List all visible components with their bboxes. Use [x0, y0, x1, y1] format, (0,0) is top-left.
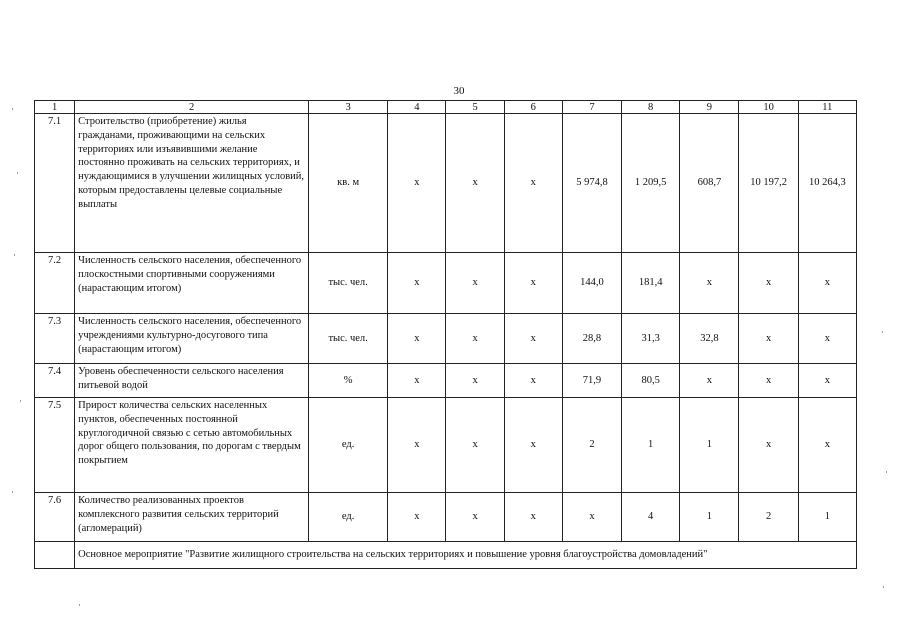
value-cell: 1	[680, 493, 739, 542]
header-cell: 8	[622, 101, 680, 114]
table-row	[35, 253, 857, 314]
value-cell: x	[798, 314, 856, 364]
value-cell: 10 264,3	[798, 114, 856, 253]
value-cell: 31,3	[622, 314, 680, 364]
row-number: 7.6	[35, 493, 75, 542]
unit-cell: %	[308, 364, 387, 398]
table-row	[35, 398, 857, 493]
scan-mark	[886, 471, 887, 473]
value-cell: 80,5	[622, 364, 680, 398]
header-cell: 7	[562, 101, 621, 114]
value-cell: x	[504, 364, 562, 398]
unit-cell: тыс. чел.	[308, 314, 387, 364]
value-cell: 1	[798, 493, 856, 542]
value-cell: x	[739, 364, 798, 398]
table-row	[35, 314, 857, 364]
value-cell: x	[798, 253, 856, 314]
value-cell: x	[798, 398, 856, 493]
value-cell: x	[446, 314, 504, 364]
value-cell: x	[504, 493, 562, 542]
scan-mark	[20, 400, 21, 402]
value-cell: 28,8	[562, 314, 621, 364]
table-row	[35, 493, 857, 542]
table-row	[35, 364, 857, 398]
value-cell: x	[446, 364, 504, 398]
value-cell: 5 974,8	[562, 114, 621, 253]
indicator-name: Численность сельского населения, обеспеченного учреждениями культурно-досугового типа (нарастающим итогом)	[75, 314, 309, 364]
row-number: 7.4	[35, 364, 75, 398]
header-cell: 3	[308, 101, 387, 114]
value-cell: x	[504, 114, 562, 253]
value-cell: x	[388, 314, 446, 364]
value-cell: x	[446, 398, 504, 493]
value-cell: 10 197,2	[739, 114, 798, 253]
unit-cell: ед.	[308, 493, 387, 542]
value-cell: 2	[562, 398, 621, 493]
value-cell: x	[504, 314, 562, 364]
value-cell: x	[798, 364, 856, 398]
indicator-name: Строительство (приобретение) жилья гражданами, проживающими на сельских территориях или изъявившими желание постоянно проживать на сельских территориях, и нуждающимися в улучшении жилищных условий, которым предоставлены целевые социальные выплаты	[75, 114, 309, 253]
value-cell: 1 209,5	[622, 114, 680, 253]
value-cell: x	[739, 253, 798, 314]
unit-cell: ед.	[308, 398, 387, 493]
header-cell: 1	[35, 101, 75, 114]
value-cell: 2	[739, 493, 798, 542]
value-cell: x	[388, 493, 446, 542]
value-cell: 1	[622, 398, 680, 493]
value-cell: x	[446, 114, 504, 253]
header-cell: 5	[446, 101, 504, 114]
value-cell: x	[388, 364, 446, 398]
indicator-name: Прирост количества сельских населенных пунктов, обеспеченных постоянной круглогодичной связью с сетью автомобильных дорог общего пользования, по дорогам с твердым покрытием	[75, 398, 309, 493]
scan-mark	[12, 491, 13, 493]
section-row	[35, 542, 857, 569]
value-cell: x	[504, 398, 562, 493]
value-cell: 181,4	[622, 253, 680, 314]
row-number	[35, 542, 75, 569]
value-cell: x	[446, 253, 504, 314]
value-cell: x	[680, 364, 739, 398]
unit-cell: тыс. чел.	[308, 253, 387, 314]
header-cell: 6	[504, 101, 562, 114]
header-row	[35, 101, 857, 114]
page-number: 30	[453, 85, 465, 97]
value-cell: x	[504, 253, 562, 314]
scan-mark	[882, 331, 883, 333]
value-cell: x	[739, 314, 798, 364]
unit-cell: кв. м	[308, 114, 387, 253]
value-cell: 1	[680, 398, 739, 493]
value-cell: x	[680, 253, 739, 314]
indicators-table	[34, 100, 857, 569]
scan-mark	[883, 586, 884, 588]
header-cell: 9	[680, 101, 739, 114]
value-cell: x	[739, 398, 798, 493]
value-cell: x	[388, 253, 446, 314]
header-cell: 10	[739, 101, 798, 114]
row-number: 7.2	[35, 253, 75, 314]
scan-mark	[14, 254, 15, 256]
scan-mark	[79, 604, 80, 606]
value-cell: x	[388, 398, 446, 493]
value-cell: 32,8	[680, 314, 739, 364]
value-cell: x	[446, 493, 504, 542]
table-row	[35, 114, 857, 253]
row-number: 7.5	[35, 398, 75, 493]
value-cell: x	[388, 114, 446, 253]
value-cell: 4	[622, 493, 680, 542]
scan-mark	[17, 172, 18, 174]
indicator-name: Численность сельского населения, обеспеченного плоскостными спортивными сооружениями (нарастающим итогом)	[75, 253, 309, 314]
section-title: Основное мероприятие "Развитие жилищного строительства на сельских территориях и повышение уровня благоустройства домовладений"	[75, 542, 857, 569]
scan-mark	[12, 108, 13, 110]
value-cell: x	[562, 493, 621, 542]
header-cell: 2	[75, 101, 309, 114]
header-cell: 4	[388, 101, 446, 114]
value-cell: 71,9	[562, 364, 621, 398]
row-number: 7.3	[35, 314, 75, 364]
value-cell: 144,0	[562, 253, 621, 314]
indicator-name: Количество реализованных проектов комплексного развития сельских территорий (агломераций)	[75, 493, 309, 542]
row-number: 7.1	[35, 114, 75, 253]
indicator-name: Уровень обеспеченности сельского населения питьевой водой	[75, 364, 309, 398]
value-cell: 608,7	[680, 114, 739, 253]
header-cell: 11	[798, 101, 856, 114]
